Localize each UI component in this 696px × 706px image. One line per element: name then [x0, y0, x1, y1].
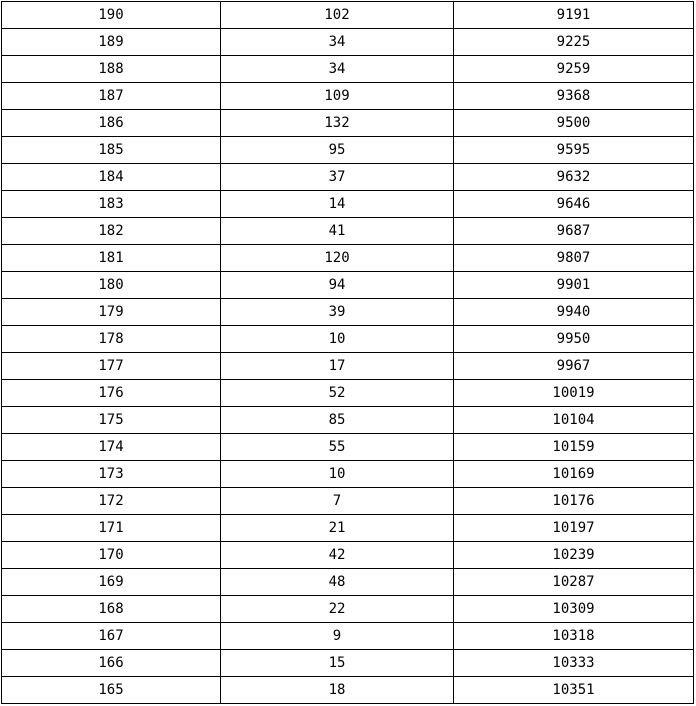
count-cell: 21	[221, 515, 454, 542]
cumulative-cell: 10309	[454, 596, 694, 623]
score-cell: 180	[2, 272, 221, 299]
score-cell: 172	[2, 488, 221, 515]
table-row	[2, 596, 694, 623]
score-cell: 171	[2, 515, 221, 542]
cumulative-cell: 10318	[454, 623, 694, 650]
cumulative-cell: 9967	[454, 353, 694, 380]
table-row	[2, 407, 694, 434]
cumulative-cell: 9259	[454, 56, 694, 83]
count-cell: 55	[221, 434, 454, 461]
table-row	[2, 56, 694, 83]
table-row	[2, 515, 694, 542]
count-cell: 41	[221, 218, 454, 245]
score-cell: 179	[2, 299, 221, 326]
count-cell: 15	[221, 650, 454, 677]
score-cell: 178	[2, 326, 221, 353]
score-cell: 186	[2, 110, 221, 137]
count-cell: 34	[221, 29, 454, 56]
table-row	[2, 137, 694, 164]
table-row	[2, 218, 694, 245]
cumulative-cell: 10019	[454, 380, 694, 407]
table-row	[2, 542, 694, 569]
cumulative-cell: 9940	[454, 299, 694, 326]
count-cell: 132	[221, 110, 454, 137]
score-table	[1, 1, 694, 704]
score-cell: 184	[2, 164, 221, 191]
table-row	[2, 245, 694, 272]
score-cell: 183	[2, 191, 221, 218]
cumulative-cell: 9901	[454, 272, 694, 299]
score-cell: 165	[2, 677, 221, 704]
cumulative-cell: 9687	[454, 218, 694, 245]
count-cell: 102	[221, 2, 454, 29]
score-cell: 187	[2, 83, 221, 110]
count-cell: 120	[221, 245, 454, 272]
count-cell: 9	[221, 623, 454, 650]
table-row	[2, 2, 694, 29]
count-cell: 52	[221, 380, 454, 407]
score-cell: 175	[2, 407, 221, 434]
count-cell: 39	[221, 299, 454, 326]
count-cell: 14	[221, 191, 454, 218]
table-row	[2, 380, 694, 407]
table-row	[2, 299, 694, 326]
table-row	[2, 434, 694, 461]
score-cell: 182	[2, 218, 221, 245]
cumulative-cell: 10333	[454, 650, 694, 677]
cumulative-cell: 10351	[454, 677, 694, 704]
table-row	[2, 353, 694, 380]
cumulative-cell: 9225	[454, 29, 694, 56]
table-row	[2, 623, 694, 650]
cumulative-cell: 9368	[454, 83, 694, 110]
table-row	[2, 83, 694, 110]
table-row	[2, 326, 694, 353]
cumulative-cell: 9950	[454, 326, 694, 353]
score-cell: 176	[2, 380, 221, 407]
cumulative-cell: 9191	[454, 2, 694, 29]
table-body	[2, 2, 694, 704]
count-cell: 7	[221, 488, 454, 515]
cumulative-cell: 10197	[454, 515, 694, 542]
score-table-container	[1, 1, 693, 704]
table-row	[2, 488, 694, 515]
score-cell: 166	[2, 650, 221, 677]
score-cell: 169	[2, 569, 221, 596]
cumulative-cell: 9807	[454, 245, 694, 272]
count-cell: 42	[221, 542, 454, 569]
score-cell: 188	[2, 56, 221, 83]
table-row	[2, 650, 694, 677]
score-cell: 167	[2, 623, 221, 650]
count-cell: 95	[221, 137, 454, 164]
count-cell: 22	[221, 596, 454, 623]
table-row	[2, 569, 694, 596]
count-cell: 10	[221, 326, 454, 353]
score-cell: 168	[2, 596, 221, 623]
count-cell: 34	[221, 56, 454, 83]
table-row	[2, 677, 694, 704]
score-cell: 173	[2, 461, 221, 488]
cumulative-cell: 9632	[454, 164, 694, 191]
score-cell: 185	[2, 137, 221, 164]
table-row	[2, 272, 694, 299]
score-cell: 177	[2, 353, 221, 380]
table-row	[2, 110, 694, 137]
score-cell: 190	[2, 2, 221, 29]
count-cell: 10	[221, 461, 454, 488]
count-cell: 48	[221, 569, 454, 596]
table-row	[2, 191, 694, 218]
table-row	[2, 164, 694, 191]
count-cell: 37	[221, 164, 454, 191]
cumulative-cell: 10159	[454, 434, 694, 461]
cumulative-cell: 9595	[454, 137, 694, 164]
cumulative-cell: 10176	[454, 488, 694, 515]
count-cell: 94	[221, 272, 454, 299]
score-cell: 170	[2, 542, 221, 569]
cumulative-cell: 10169	[454, 461, 694, 488]
table-row	[2, 29, 694, 56]
score-cell: 174	[2, 434, 221, 461]
table-row	[2, 461, 694, 488]
cumulative-cell: 10287	[454, 569, 694, 596]
count-cell: 85	[221, 407, 454, 434]
score-cell: 181	[2, 245, 221, 272]
cumulative-cell: 10239	[454, 542, 694, 569]
cumulative-cell: 10104	[454, 407, 694, 434]
count-cell: 18	[221, 677, 454, 704]
score-cell: 189	[2, 29, 221, 56]
count-cell: 109	[221, 83, 454, 110]
count-cell: 17	[221, 353, 454, 380]
cumulative-cell: 9500	[454, 110, 694, 137]
cumulative-cell: 9646	[454, 191, 694, 218]
